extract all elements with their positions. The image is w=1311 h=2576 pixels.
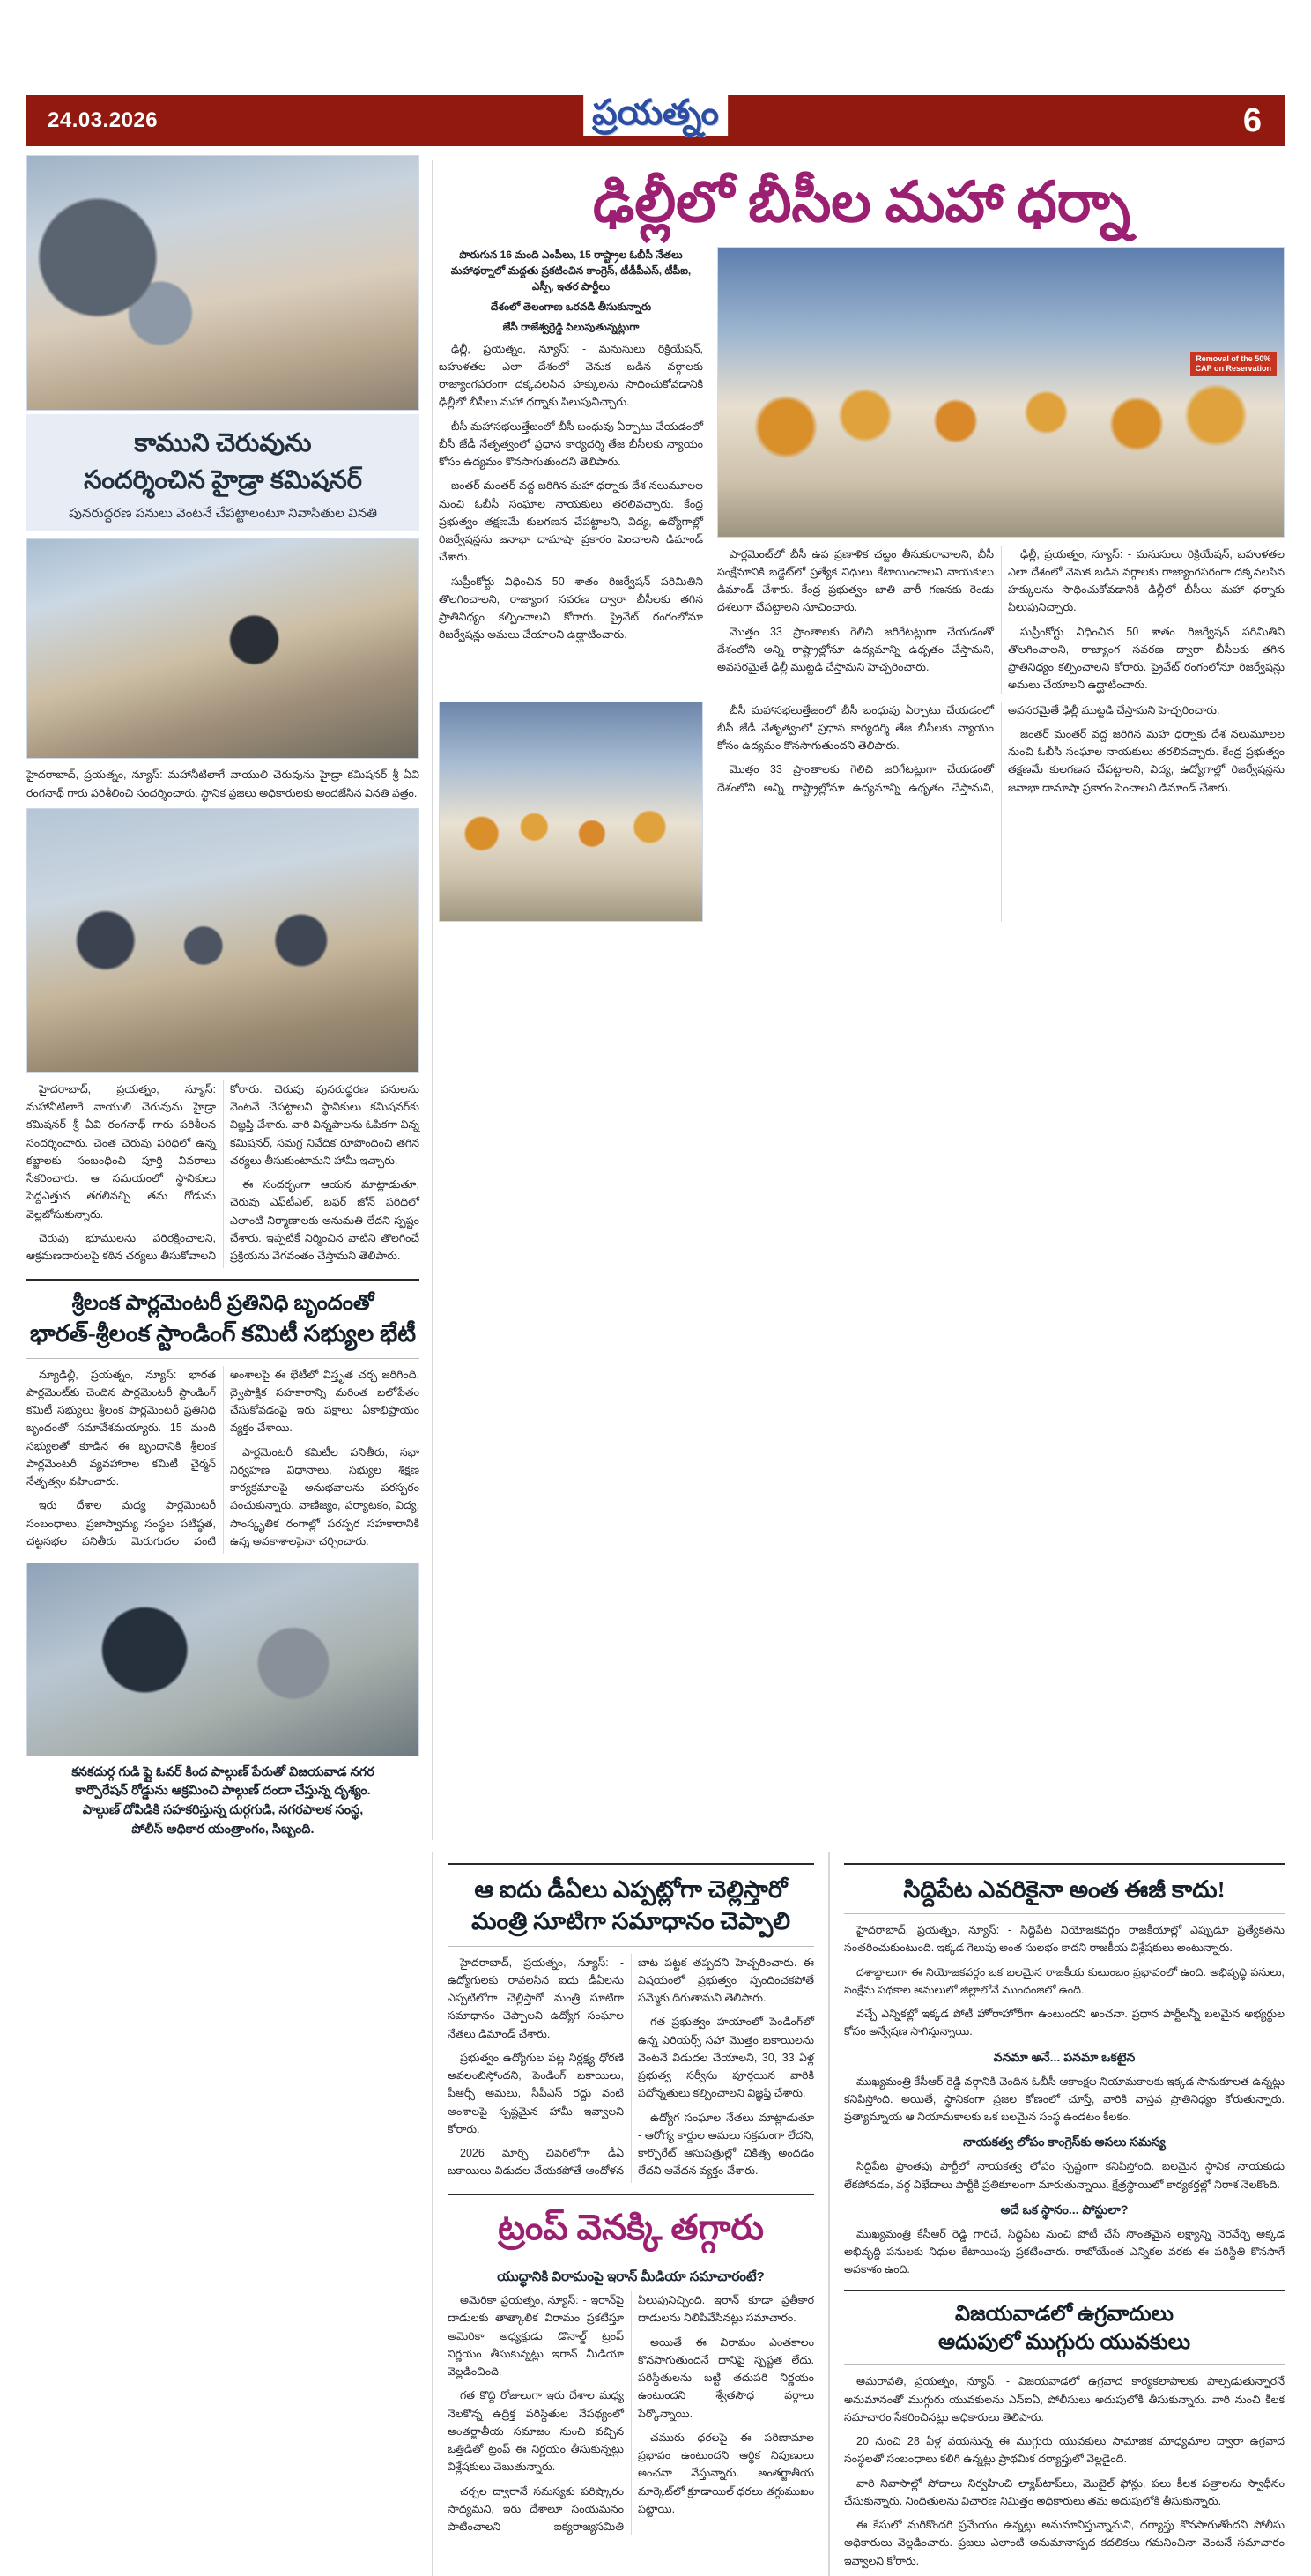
right-story1-sub2-para-0: సిద్దిపేట ప్రాంతపు పార్టీలో నాయకత్వ లోపం స్పష్టంగా కనిపిస్తోంది. బలమైన స్థానిక నాయకుడు లేకపోవడం, వర్గ విభేదాలు పార్టీకి ప్రతికూలంగా మారుతున్నాయి. క్షేత్రస్థాయిలో కార్యకర్తల్లో నిరాశ నెలకొంది. (844, 2160, 1285, 2191)
left-story2-para-2: పార్లమెంటరీ కమిటీల పనితీరు, సభా నిర్వహణ విధానాలు, సభ్యుల శిక్షణ కార్యక్రమాలపై అనుభవాలను పరస్పరం పంచుకున్నారు. వాణిజ్యం, పర్యాటకం, విద్య, సాంస్కృతిక రంగాల్లో పరస్పర సహకారానికి ఉన్న అవకాశాలపైనా చర్చించారు. (230, 1445, 419, 1548)
left-story2-body (26, 1366, 419, 1554)
lower-section (26, 1852, 1285, 2576)
right-story1-sub3-para-0: ముఖ్యమంత్రి కేసీఆర్ రెడ్డి గారిచే, సిద్ధిపేట నుంచి పోటీ చేసే సొంతమైన లక్ష్యాన్ని నెరవేర్చి అక్కడ అభివృద్ధి పనులకు నిధుల కేటాయింపు ప్రకటించారు. రాబోయేంత ఎన్నికల వరకు ఈ పరిస్థితి కొనసాగే అవకాశం ఉంది. (844, 2227, 1285, 2276)
hero-body-cont (717, 702, 1285, 922)
right-story1-para-1: దశాబ్దాలుగా ఈ నియోజకవర్గం ఒక బలమైన రాజకీయ కుటుంబం ప్రభావంలో ఉంది. అభివృద్ధి పనులు, సంక్షేమ పథకాల అమలులో జిల్లాలోనే ముందంజలో ఉంది. (844, 1965, 1285, 1996)
hero-lede-2: జేసీ రాజేశ్వర్రెడ్డి పిలుపుతున్నట్లుగా (502, 320, 640, 333)
divider-right-4 (844, 2364, 1285, 2365)
hero-body-7: ఢిల్లీ, ప్రయత్నం, న్యూస్: - మనుసులు రిక్రియేషన్, బహుళతల ఎలా దేశంలో వెనుక బడిన వర్గాలకు రాజ్యాంగపరంగా దక్కవలసిన హక్కులను సాధించుకోవడానికి ఢిల్లీలో బీసీలు మహా ధర్నాకు పిలుపునిచ్చారు. (1008, 547, 1285, 614)
divider-right-1 (844, 1863, 1285, 1865)
divider-center-2 (448, 1946, 814, 1947)
left-story2-headline-line2: భారత్-శ్రీలంక స్టాండింగ్ కమిటీ సభ్యుల భేటీ (29, 1320, 417, 1347)
top-section (26, 155, 1285, 1840)
hero-body-5: మొత్తం 33 ప్రాంతాలకు గెలిచి జరిగేటట్లుగా చేయడంతో దేశంలోని అన్ని రాష్ట్రాల్లోనూ ఉద్యమాన్ని ఉధృతం చేస్తామని, అవసరమైతే ఢిల్లీ ముట్టడి చేస్తామని హెచ్చరించారు. (717, 625, 994, 674)
left-story3-caption (26, 1763, 419, 1840)
hero-body-2: జంతర్ మంతర్ వద్ద జరిగిన మహా ధర్నాకు దేశ నలుమూలల నుంచి ఓబీసీ సంఘాల నాయకులు తరలివచ్చారు. కేంద్ర ప్రభుత్వం తక్షణమే కులగణన చేపట్టాలని, విద్య, ఉద్యోగాల్లో రిజర్వేషన్లను జనాభా దామాషా ప్రకారం పెంచాలని డిమాండ్ చేశారు. (439, 479, 703, 564)
left-story1-body (26, 1080, 419, 1268)
hero-lede-0: పొరుగున 16 మంది ఎంపీలు, 15 రాష్ట్రాల ఓబీసీ నేతలు మహాధర్నాలో మద్దతు ప్రకటించిన కాంగ్రెస్, టీడీపీఎస్, టీపీఐ, ఎస్పీ, ఇతర పార్టీలు (450, 248, 692, 293)
page-header-bar (26, 95, 1285, 146)
center-story3-headline: ట్రంప్ వెనక్కి తగ్గారు (498, 2208, 764, 2248)
center-story3-para-1: గత కొద్ది రోజులుగా ఇరు దేశాల మధ్య నెలకొన్న ఉద్రిక్త పరిస్థితుల నేపథ్యంలో అంతర్జాతీయ సమాజం నుంచి వచ్చిన ఒత్తిడితో ట్రంప్ ఈ నిర్ణయం తీసుకున్నట్లు విశ్లేషకులు చెబుతున్నారు. (448, 2389, 624, 2474)
photo-delhi-rally-main (717, 247, 1285, 538)
column-divider-1 (432, 160, 433, 1840)
lower-left-spacer (26, 1852, 432, 2576)
left-story1-para-0: హైదరాబాద్, ప్రయత్నం, న్యూస్: మహానీటిలాగే వాయులి చెరువును హైడ్రా కమిషనర్ శ్రీ ఏవి రంగనాథ్ గారు పరిశీలన సందర్శించారు. చెంత చెరువు పరిధిలో ఉన్న కబ్జాలకు సంబంధించి పూర్తి వివరాలు సేకరించారు. ఆ సమయంలో స్థానికులు పెద్దఎత్తున తరలివచ్చి తమ గోడును వెల్లబోసుకున్నారు. (26, 1082, 216, 1221)
divider-left-1 (26, 1279, 419, 1281)
page-number: 6 (1242, 101, 1262, 139)
photo-lake-site (26, 538, 419, 759)
center-story3-para-4: చమురు ధరలపై ఈ పరిణామాల ప్రభావం ఉంటుందని ఆర్థిక నిపుణులు అంచనా వేస్తున్నారు. అంతర్జాతీయ మార్కెట్‌లో క్రూడాయిల్ ధరలు తగ్గుముఖం పట్టాయి. (638, 2431, 814, 2515)
right-story1-body (844, 1921, 1285, 2041)
right-story1-sub1-para-0: ముఖ్యమంత్రి కేసీఆర్ రెడ్డి వర్గానికి చెందిన ఓబీసీ ఆకాంక్షల నియామకాలకు ఇక్కడ సానుకూలత ఉన్నట్లు కనిపిస్తోంది. అయితే, స్థానికంగా ప్రజల కోణంలో చూస్తే, వారికి వాస్తవ ప్రాతినిధ్యం కోరుతున్నారు. ప్రత్యామ్నాయ ఆ నియామకాలకు ఒక బలమైన సంస్థ ఉండటం కీలకం. (844, 2075, 1285, 2124)
hero-body-10: మొత్తం 33 ప్రాంతాలకు గెలిచి జరిగేటట్లుగా చేయడంతో దేశంలోని అన్ని రాష్ట్రాల్లోనూ ఉద్యమాన్ని ఉధృతం చేస్తామని, అవసరమైతే ఢిల్లీ ముట్టడి చేస్తామని హెచ్చరించారు. (717, 703, 1220, 794)
left-story1-headline-line1: కాముని చెరువును (134, 429, 312, 457)
center-story3-kicker: యుద్ధానికి విరామంపై ఇరాన్ మీడియా సమాచారంటే? (497, 2269, 765, 2285)
hero-body-4: పార్లమెంట్‌లో బీసీ ఉప ప్రణాళిక చట్టం తీసుకురావాలని, బీసీ సంక్షేమానికి బడ్జెట్‌లో ప్రత్యేక నిధులు కేటాయించాలని నాయకులు డిమాండ్ చేశారు. కేంద్ర ప్రభుత్వం జాతి వారీ గణనకు రెండు దశలుగా చేపట్టాలని సూచించారు. (717, 547, 994, 614)
photo-flyover-scene (26, 1563, 419, 1756)
divider-right-2 (844, 1913, 1285, 1914)
left-story1-para-2: ఈ సందర్భంగా ఆయన మాట్లాడుతూ, చెరువు ఎఫ్‌టీఎల్, బఫర్ జోన్ పరిధిలో ఎలాంటి నిర్మాణాలకు అనుమతి లేదని స్పష్టం చేశారు. ఇప్పటికే నిర్మించిన వాటిని తొలగించే ప్రక్రియను వేగవంతం చేస్తామని తెలిపారు. (230, 1178, 419, 1263)
hero-lede-1: దేశంలో తెలంగాణ ఒరవడి తీసుకున్నారు (490, 300, 652, 313)
center-story2-headline-line1: ఆ ఐదు డీఏలు ఎప్పట్లోగా చెల్లిస్తారో (474, 1875, 788, 1903)
center-story3-body (448, 2291, 814, 2535)
divider-center-1 (448, 1863, 814, 1865)
center-story2-para-4: ఉద్యోగ సంఘాల నేతలు మాట్లాడుతూ - ఆరోగ్య కార్డుల అమలు సక్రమంగా లేదని, కార్పొరేట్ ఆసుపత్రుల్లో చికిత్స అందడం లేదని ఆవేదన వ్యక్తం చేశారు. (638, 2111, 814, 2178)
hero-body-1: బీసీ మహాసభలుత్తేజంలో బీసీ బంధువు ఏర్పాటు చేయడంలో బీసీ జేడీ నేతృత్వంలో ప్రధాన కార్యదర్శి తేజ బీసీలకు న్యాయం కోసం ఉద్యమం కొనసాగుతుందని తెలిపారు. (439, 419, 703, 469)
hero-body-3: సుప్రీంకోర్టు విధించిన 50 శాతం రిజర్వేషన్ పరిమితిని తొలగించాలని, రాజ్యాంగ సవరణ ద్వారా బీసీలకు తగిన ప్రాతినిధ్యం కల్పించాలని కోరారు. ప్రైవేట్ రంగంలోనూ రిజర్వేషన్లు అమలు చేయాలని ఉద్ఘాటించారు. (439, 575, 703, 642)
hero-lede-block (439, 247, 703, 335)
right-story1-subhead-2: నాయకత్వ లోపం కాంగ్రెస్‌కు అసలు సమస్య (963, 2134, 1166, 2149)
divider-right-3 (844, 2290, 1285, 2291)
hero-body-left (439, 340, 703, 644)
right-story2-headline-line1: విజయవాడలో ఉగ్రవాదులు (955, 2302, 1174, 2326)
right-column-lower (828, 1852, 1285, 2576)
center-story3-para-3: అయితే ఈ విరామం ఎంతకాలం కొనసాగుతుందనే దానిపై స్పష్టత లేదు. పరిస్థితులను బట్టి తదుపరి నిర్ణయం ఉంటుందని శ్వేతసౌధ వర్గాలు పేర్కొన్నాయి. (638, 2335, 814, 2420)
left-story3-caption-line4: పోలీస్ అధికార యంత్రాంగం, సిబ్బంది. (131, 1822, 315, 1837)
right-story2-para-1: 20 నుంచి 28 ఏళ్ల వయసున్న ఈ ముగ్గురు యువకులు సామాజిక మాధ్యమాల ద్వారా ఉగ్రవాద సంస్థలతో సంబంధాలు కలిగి ఉన్నట్లు ప్రాథమిక దర్యాప్తులో వెల్లడైంది. (844, 2435, 1285, 2466)
center-story2-para-3: గత ప్రభుత్వం హయాంలో పెండింగ్‌లో ఉన్న ఎరియర్స్ సహా మొత్తం బకాయిలను వెంటనే విడుదల చేయాలని, 30, 33 ఏళ్ల ప్రభుత్వ సర్వీసు పూర్తయిన వారికి పదోన్నతులు కల్పించాలని విజ్ఞప్తి చేశారు. (638, 2016, 814, 2100)
left-story1-para-1: చెరువు భూములను పరిరక్షించాలని, ఆక్రమణదారులపై కఠిన చర్యలు తీసుకోవాలని కోరారు. చెరువు పునరుద్ధరణ పనులను వెంటనే చేపట్టాలని స్థానికులు కమిషనర్‌కు విజ్ఞప్తి చేశారు. వారి విన్నపాలను ఓపికగా విన్న కమిషనర్, సమగ్ర నివేదిక రూపొందించి తగిన చర్యలు తీసుకుంటామని హామీ ఇచ్చారు. (26, 1082, 419, 1263)
right-story1-subhead-1: వనమా అనే... పనమా ఒకటైన (993, 2049, 1136, 2064)
right-story1-subhead-3: అదే ఒక స్థానం... పోస్టులా? (1000, 2201, 1129, 2216)
left-column (26, 155, 432, 1840)
right-story2-para-3: ఈ కేసులో మరికొందరి ప్రమేయం ఉన్నట్లు అనుమానిస్తున్నామని, దర్యాప్తు కొనసాగుతోందని పోలీసు అధికారులు వెల్లడించారు. ప్రజలు ఎలాంటి అనుమానాస్పద కదలికలు గమనించినా వెంటనే సమాచారం ఇవ్వాలని కోరారు. (844, 2519, 1285, 2567)
left-story2-para-0: న్యూఢిల్లీ, ప్రయత్నం, న్యూస్: భారత పార్లమెంట్‌కు చెందిన పార్లమెంటరీ స్టాండింగ్ కమిటీ సభ్యులు శ్రీలంక పార్లమెంటరీ ప్రతినిధి బృందంతో సమావేశమయ్యారు. 15 మంది సభ్యులతో కూడిన ఈ బృందానికి శ్రీలంక పార్లమెంటరీ వ్యవహారాల కమిటీ చైర్మన్ నేతృత్వం వహించారు. (26, 1368, 216, 1488)
left-story1-headline-line2: సందర్శించిన హైడ్రా కమిషనర్ (84, 466, 362, 495)
right-story2-para-2: వారి నివాసాల్లో సోదాలు నిర్వహించి ల్యాప్‌టాప్‌లు, మొబైల్ ఫోన్లు, పలు కీలక పత్రాలను స్వాధీనం చేసుకున్నారు. నిందితులను విచారణ నిమిత్తం అధికారులు తమ అదుపులోకి తీసుకున్నారు. (844, 2476, 1285, 2507)
left-story3-caption-line2: కార్పొరేషన్ రోడ్డును ఆక్రమించి పాల్గుణ్ దందా చేస్తున్న దృశ్యం. (75, 1784, 371, 1799)
left-story1-caption: హైదరాబాద్, ప్రయత్నం, న్యూస్: మహానీటిలాగే వాయులి చెరువును హైడ్రా కమిషనర్ శ్రీ ఏవి రంగనాథ్ గారు పరిశీలించి సందర్శించారు. స్థానిక ప్రజలు అధికారులకు అందజేసిన వినతి పత్రం. (26, 768, 419, 799)
left-story1-subhead: పునరుద్ధరణ పనులు వెంటనే చేపట్టాలంటూ నివాసితుల వినతి (69, 506, 377, 522)
center-story3-para-2: చర్చల ద్వారానే సమస్యకు పరిష్కారం సాధ్యమని, ఇరు దేశాలూ సంయమనం పాటించాలని ఐక్యరాజ్యసమితి పిలుపునిచ్చింది. ఇరాన్ కూడా ప్రతీకార దాడులను నిలిపివేసినట్లు సమాచారం. (448, 2294, 814, 2534)
center-story2-body (448, 1954, 814, 2184)
hero-and-columns (439, 155, 1285, 1840)
left-story3-caption-line1: కనకదుర్గ గుడి ఫ్లై ఓవర్ కింద పాల్గుణ్ పేరుతో విజయవాడ నగర (71, 1764, 374, 1779)
left-story2-para-1: ఇరు దేశాల మధ్య పార్లమెంటరీ సంబంధాలు, ప్రజాస్వామ్య సంస్థల పటిష్ఠత, చట్టసభల పనితీరు మెరుగుదల వంటి అంశాలపై ఈ భేటీలో విస్తృత చర్చ జరిగింది. ద్వైపాక్షిక సహకారాన్ని మరింత బలోపేతం చేసుకోవడంపై ఇరు పక్షాలు ఏకాభిప్రాయం వ్యక్తం చేశాయి. (26, 1368, 419, 1548)
publication-date: 24.03.2026 (48, 108, 159, 132)
left-story2-headline-line1: శ్రీలంక పార్లమెంటరీ ప్రతినిధి బృందంతో (71, 1291, 374, 1315)
right-story1-subhead1-body (844, 2073, 1285, 2127)
masthead-title: ప్రయత్నం (583, 92, 728, 136)
center-story3-para-0: అమెరికా ప్రయత్నం, న్యూస్: - ఇరాన్‌పై దాడులకు తాత్కాలిక విరామం ప్రకటిస్తూ అమెరికా అధ్యక్షుడు డొనాల్డ్ ట్రంప్ నిర్ణయం తీసుకున్నట్లు ఇరాన్ మీడియా వెల్లడించింది. (448, 2294, 624, 2379)
right-story1-headline: సిద్దిపేట ఎవరికైనా అంత ఈజీ కాదు! (903, 1875, 1226, 1903)
center-story2-para-1: ప్రభుత్వం ఉద్యోగుల పట్ల నిర్లక్ష్య ధోరణి అవలంబిస్తోందని, పెండింగ్ బకాయిలు, పీఆర్సీ అమలు, సీపీఎస్ రద్దు వంటి అంశాలపై స్పష్టమైన హామీ ఇవ్వాలని కోరారు. (448, 2051, 624, 2135)
right-story1-para-2: వచ్చే ఎన్నికల్లో ఇక్కడ పోటీ హోరాహోరీగా ఉంటుందని అంచనా. ప్రధాన పార్టీలన్నీ బలమైన అభ్యర్థుల కోసం అన్వేషణ సాగిస్తున్నాయి. (844, 2008, 1285, 2038)
right-story2-headline-line2: అదుపులో ముగ్గురు యువకులు (937, 2331, 1190, 2354)
divider-center-3 (448, 2194, 814, 2195)
rally-banner-text: Removal of the 50% CAP on Reservation (1190, 352, 1277, 377)
right-story2-para-0: అమరావతి, ప్రయత్నం, న్యూస్: - విజయవాడలో ఉగ్రవాద కార్యకలాపాలకు పాల్పడుతున్నారనే అనుమానంతో ముగ్గురు యువకులను ఎన్ఐఏ, పోలీసులు అదుపులోకి తీసుకున్నారు. వారి నుంచి కీలక సమాచారం సేకరించినట్లు అధికారులు తెలిపారు. (844, 2375, 1285, 2424)
center-column-lower (432, 1852, 828, 2576)
center-story2-para-0: హైదరాబాద్, ప్రయత్నం, న్యూస్: - ఉద్యోగులకు రావలసిన ఐదు డీఏలను ఎప్పటిలోగా చెల్లిస్తారో మంత్రి సూటిగా సమాధానం చెప్పాలని ఉద్యోగ సంఘాల నేతలు డిమాండ్ చేశారు. (448, 1956, 624, 2040)
divider-left-2 (26, 1358, 419, 1359)
hero-body-8: సుప్రీంకోర్టు విధించిన 50 శాతం రిజర్వేషన్ పరిమితిని తొలగించాలని, రాజ్యాంగ సవరణ ద్వారా బీసీలకు తగిన ప్రాతినిధ్యం కల్పించాలని కోరారు. ప్రైవేట్ రంగంలోనూ రిజర్వేషన్లు అమలు చేయాలని ఉద్ఘాటించారు. (1008, 625, 1285, 692)
hero-body-right (717, 546, 1285, 694)
photo-officials-group (26, 808, 419, 1073)
center-story2-headline-line2: మంత్రి సూటిగా సమాధానం చెప్పాలి (470, 1908, 791, 1935)
photo-canal-inspection (26, 155, 419, 411)
right-story1-subhead2-body (844, 2157, 1285, 2194)
left-story1-headline-block (26, 414, 419, 531)
left-story1-caption-wrap (26, 766, 419, 802)
newspaper-page (0, 93, 1311, 2567)
right-story2-body (844, 2372, 1285, 2570)
hero-body-9: బీసీ మహాసభలుత్తేజంలో బీసీ బంధువు ఏర్పాటు చేయడంలో బీసీ జేడీ నేతృత్వంలో ప్రధాన కార్యదర్శి తేజ బీసీలకు న్యాయం కోసం ఉద్యమం కొనసాగుతుందని తెలిపారు. (717, 703, 994, 753)
right-story1-subhead3-body (844, 2225, 1285, 2279)
hero-headline: ఢిల్లీలో బీసీల మహా ధర్నా (592, 171, 1131, 234)
photo-delhi-rally-secondary (439, 702, 703, 922)
right-story1-para-0: హైదరాబాద్, ప్రయత్నం, న్యూస్: - సిద్దిపేట నియోజకవర్గం రాజకీయాల్లో ఎప్పుడూ ప్రత్యేకతను సంతరించుకుంటుంది. ఇక్కడ గెలుపు అంత సులభం కాదని రాజకీయ విశ్లేషకులు అంటున్నారు. (844, 1924, 1285, 1955)
hero-body-0: ఢిల్లీ, ప్రయత్నం, న్యూస్: - మనుసులు రిక్రియేషన్, బహుళతల ఎలా దేశంలో వెనుక బడిన వర్గాలకు రాజ్యాంగపరంగా దక్కవలసిన హక్కులను సాధించుకోవడానికి ఢిల్లీలో బీసీలు మహా ధర్నాకు పిలుపునిచ్చారు. (439, 342, 703, 409)
left-story3-caption-line3: పాల్గుణ్ దోపిడికి సహకరిస్తున్న దుర్గగుడి, నగరపాలక సంస్థ, (82, 1803, 364, 1818)
center-story2-para-2: 2026 మార్చి చివరిలోగా డీఏ బకాయిలు విడుదల చేయకపోతే ఆందోళన బాట పట్టక తప్పదని హెచ్చరించారు. ఈ విషయంలో ప్రభుత్వం స్పందించకపోతే సమ్మెకు దిగుతామని తెలిపారు. (448, 1956, 814, 2178)
hero-body-11: జంతర్ మంతర్ వద్ద జరిగిన మహా ధర్నాకు దేశ నలుమూలల నుంచి ఓబీసీ సంఘాల నాయకులు తరలివచ్చారు. కేంద్ర ప్రభుత్వం తక్షణమే కులగణన చేపట్టాలని, విద్య, ఉద్యోగాల్లో రిజర్వేషన్లను జనాభా దామాషా ప్రకారం పెంచాలని డిమాండ్ చేశారు. (1008, 727, 1285, 794)
